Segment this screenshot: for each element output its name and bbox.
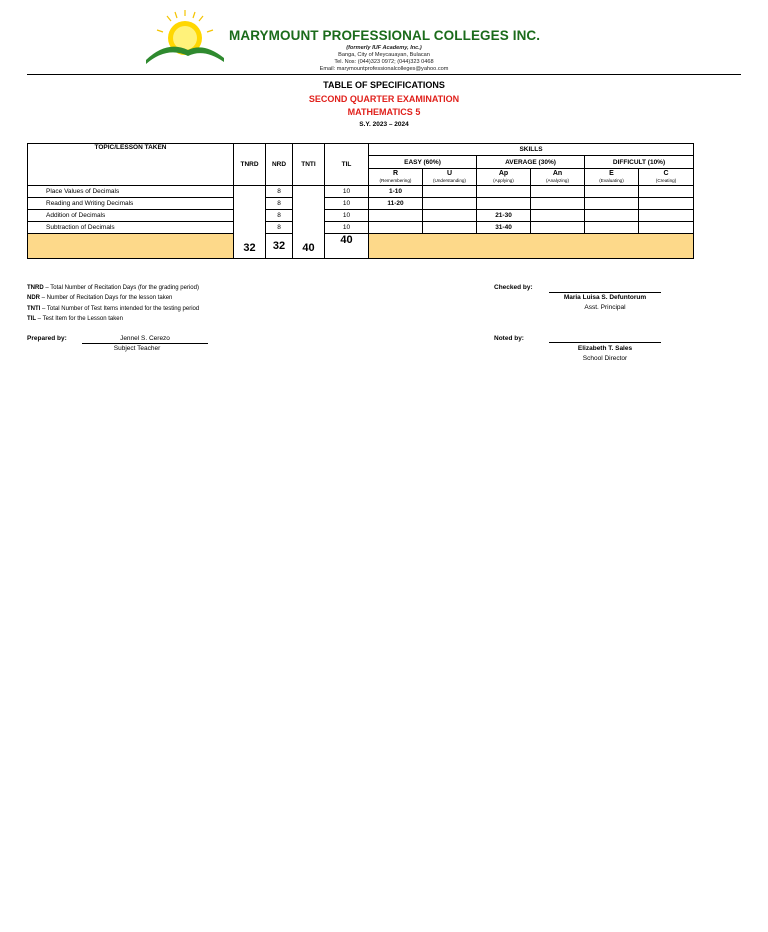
school-name: MARYMOUNT PROFESSIONAL COLLEGES INC.	[229, 28, 541, 43]
legend-item: TIL – Test Item for the Lesson taken	[27, 316, 123, 323]
specifications-table	[27, 143, 694, 259]
header-tnti: TNTI	[293, 144, 325, 186]
subject-title: MATHEMATICS 5	[347, 107, 421, 117]
header-ap: Ap (Applying)	[477, 169, 531, 186]
table-row: Addition of Decimals 8 10 21-30	[28, 210, 694, 222]
checked-by-role: Asst. Principal	[584, 304, 626, 311]
header-u: U (Understanding)	[423, 169, 477, 186]
noted-by-role: School Director	[582, 355, 628, 362]
header-an: An (Analyzing)	[531, 169, 585, 186]
header-difficult: DIFFICULT (10%)	[585, 156, 694, 169]
abbreviation-legend	[27, 283, 199, 325]
prepared-by-role: Subject Teacher	[113, 345, 161, 352]
table-row: Place Values of Decimals 32 8 40 10 1-10	[28, 186, 694, 198]
letterhead	[0, 0, 768, 76]
header-tnrd: TNRD	[234, 144, 266, 186]
header-divider	[27, 74, 741, 75]
total-nrd: 32	[266, 234, 293, 259]
page-title: TABLE OF SPECIFICATIONS	[323, 80, 445, 90]
total-tnrd: 32	[234, 186, 266, 259]
legend-item: TNRD – Total Number of Recitation Days (for the grading period)	[27, 285, 199, 291]
table-row: Reading and Writing Decimals 8 10 11-20	[28, 198, 694, 210]
noted-by-name: Elizabeth T. Sales	[577, 345, 633, 352]
checked-by-name: Maria Luisa S. Defuntorum	[563, 294, 647, 301]
totals-skills-cell	[369, 234, 694, 259]
header-til: TIL	[325, 144, 369, 186]
noted-by-label: Noted by:	[494, 335, 524, 342]
total-tnti: 40	[293, 186, 325, 259]
prepared-signature-line	[82, 343, 208, 344]
prepared-by-name: Jennel S. Cerezo	[120, 335, 170, 342]
prepared-by-label: Prepared by:	[27, 335, 67, 342]
header-topic: TOPIC/LESSON TAKEN	[28, 144, 234, 186]
sun-mountain-logo-icon	[142, 8, 228, 66]
legend-item: NDR – Number of Recitation Days for the lesson taken	[27, 295, 173, 302]
school-year: S.Y. 2023 – 2024	[359, 121, 409, 128]
exam-title: SECOND QUARTER EXAMINATION	[308, 94, 460, 104]
document-titles	[0, 78, 768, 128]
header-skills: SKILLS	[369, 144, 694, 156]
formerly-line: (formerly IUF Academy, Inc.)	[346, 45, 422, 51]
header-average: AVERAGE (30%)	[477, 156, 585, 169]
address-line: Banga, City of Meycauayan, Bulacan	[338, 52, 430, 58]
header-r: R (Remembering)	[369, 169, 423, 186]
email-line: Email: marymountprofessionalcolleges@yahoo.com	[319, 66, 449, 72]
telephone-line: Tel. Nos: (044)323 0972; (044)323 0468	[334, 59, 434, 65]
totals-row	[28, 234, 694, 259]
header-nrd: NRD	[266, 144, 293, 186]
table-row: Subtraction of Decimals 8 10 31-40	[28, 222, 694, 234]
header-easy: EASY (60%)	[369, 156, 477, 169]
total-til: 40	[325, 234, 369, 259]
checked-signature-line	[549, 292, 661, 293]
checked-by-label: Checked by:	[494, 284, 533, 291]
header-e: E (Evaluating)	[585, 169, 639, 186]
noted-signature-line	[549, 342, 661, 343]
header-c: C (Creating)	[639, 169, 694, 186]
totals-topic-cell	[28, 234, 234, 259]
legend-item: TNTI – Total Number of Test Items intended for the testing period	[27, 305, 200, 312]
